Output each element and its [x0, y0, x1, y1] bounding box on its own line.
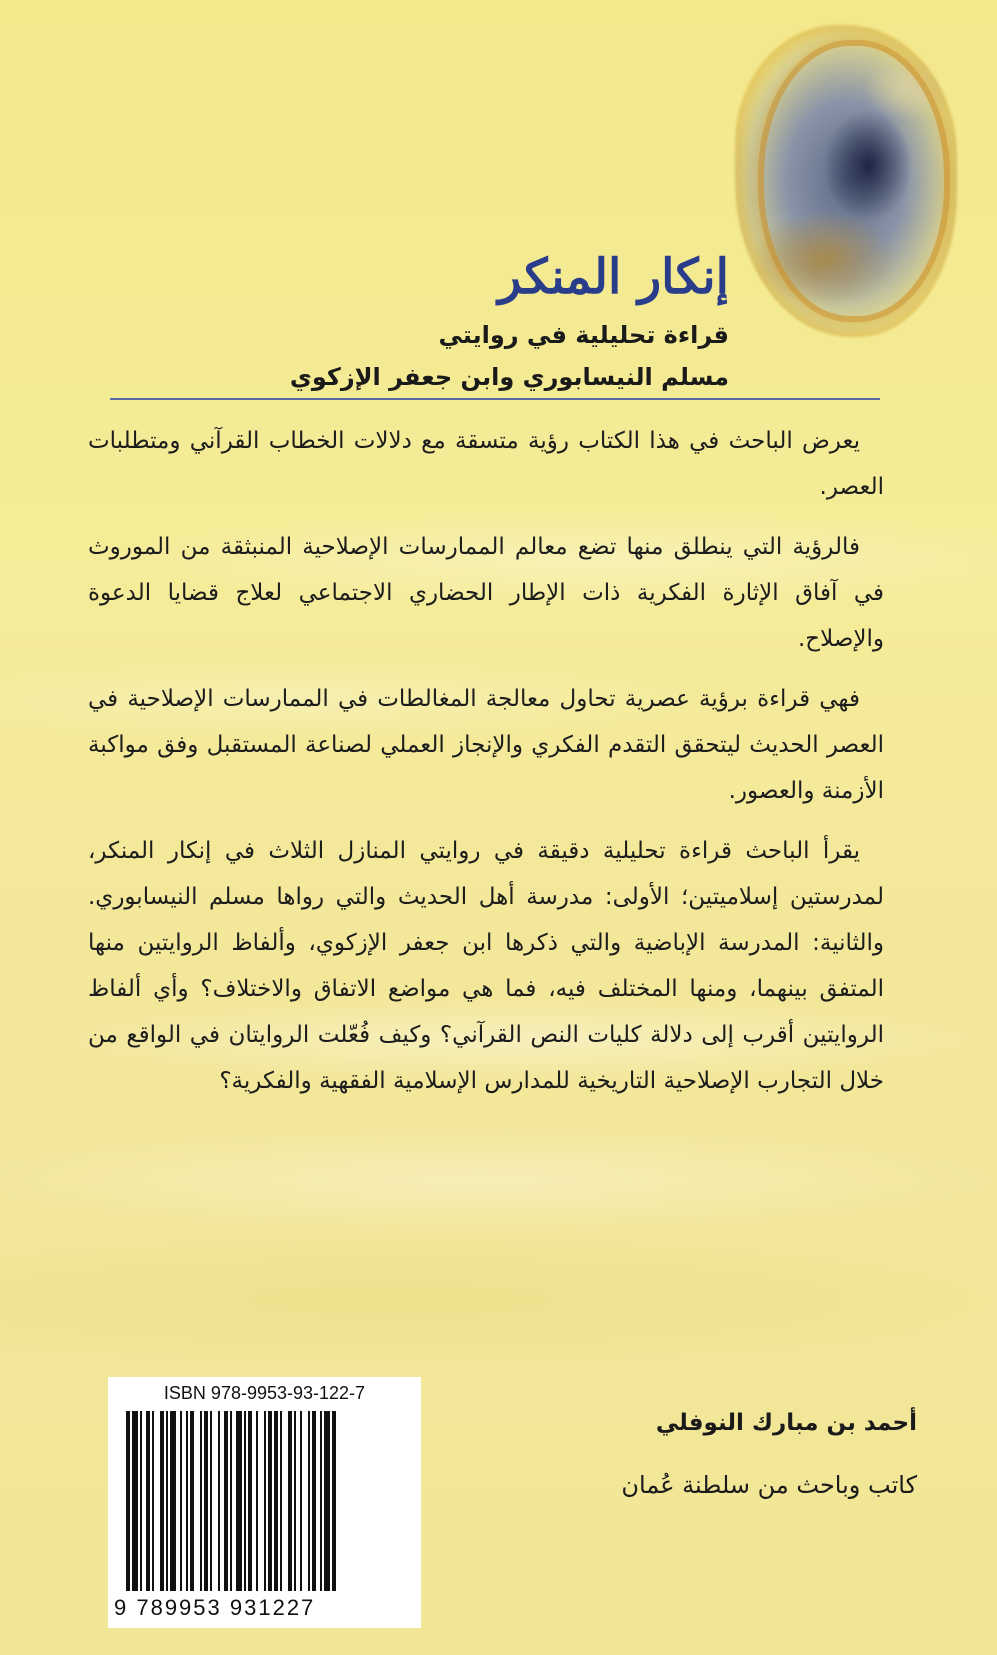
barcode-bar	[320, 1411, 322, 1591]
isbn-barcode	[108, 1377, 421, 1628]
blurb-paragraph: يقرأ الباحث قراءة تحليلية دقيقة في روايتي المنازل الثلاث في إنكار المنكر، لمدرستين إسلاميتين؛ الأولى: مدرسة أهل الحديث والتي رواها مسلم النيسابوري. والثانية: المدرسة الإباضية والتي ذكرها ابن جعفر الإزكوي، وألفاظ الروايتين منها المتفق بينهما، ومنها المختلف فيه، فما هي مواضع الاتفاق والاختلاف؟ وأي ألفاظ الروايتين أقرب إلى دلالة كليات النص القرآني؟ وكيف فُعّلت الروايتان في الواقع من خلال التجارب الإصلاحية التاريخية للمدارس الإسلامية الفقهية والفكرية؟	[88, 838, 884, 1094]
barcode-bar	[190, 1411, 194, 1591]
barcode-bars	[126, 1411, 406, 1601]
barcode-bar	[288, 1411, 292, 1591]
barcode-bar	[140, 1411, 142, 1591]
barcode-bar	[230, 1411, 232, 1591]
barcode-bar	[152, 1411, 154, 1591]
author-block	[621, 1403, 917, 1505]
book-subtitle: قراءة تحليلية في روايتي	[438, 321, 729, 349]
barcode-bar	[204, 1411, 208, 1591]
barcode-bar	[332, 1411, 336, 1591]
barcode-bar	[126, 1411, 130, 1591]
barcode-bar	[218, 1411, 220, 1591]
barcode-bar	[274, 1411, 278, 1591]
barcode-bar	[324, 1411, 330, 1591]
barcode-bar	[280, 1411, 282, 1591]
barcode-bar	[256, 1411, 258, 1591]
barcode-bar	[300, 1411, 302, 1591]
barcode-bar	[264, 1411, 266, 1591]
barcode-bar	[186, 1411, 188, 1591]
divider-line	[110, 398, 880, 400]
barcode-digits: 9 789953 931227	[114, 1595, 316, 1620]
barcode-bar	[312, 1411, 316, 1591]
blurb-paragraph: فهي قراءة برؤية عصرية تحاول معالجة المغالطات في الممارسات الإصلاحية في العصر الحديث ليتحقق التقدم الفكري والإنجاز العملي لصناعة المستقبل وفق مواكبة الأزمنة والعصور.	[88, 686, 884, 804]
barcode-bar	[146, 1411, 150, 1591]
painting-frame	[758, 40, 950, 322]
author-description: كاتب وباحث من سلطنة عُمان	[621, 1471, 917, 1499]
blurb-paragraph: يعرض الباحث في هذا الكتاب رؤية متسقة مع دلالات الخطاب القرآني ومتطلبات العصر.	[88, 428, 884, 500]
title-block	[290, 245, 729, 397]
blurb-text	[88, 418, 884, 1118]
barcode-bar	[236, 1411, 242, 1591]
barcode-bar	[294, 1411, 296, 1591]
book-subtitle-authors: مسلم النيسابوري وابن جعفر الإزكوي	[289, 363, 729, 391]
barcode-bar	[224, 1411, 228, 1591]
barcode-bar	[308, 1411, 310, 1591]
barcode-bar	[166, 1411, 168, 1591]
barcode-bar	[160, 1411, 164, 1591]
barcode-bar	[248, 1411, 252, 1591]
barcode-bar	[210, 1411, 212, 1591]
barcode-bar	[200, 1411, 202, 1591]
barcode-bar	[132, 1411, 138, 1591]
blurb-paragraph: فالرؤية التي ينطلق منها تضع معالم الممارسات الإصلاحية المنبثقة من الموروث في آفاق الإثارة الفكرية ذات الإطار الحضاري الاجتماعي لعلاج قضايا الدعوة والإصلاح.	[88, 534, 884, 652]
barcode-bar	[268, 1411, 272, 1591]
isbn-label: ISBN 978-9953-93-122-7	[163, 1383, 366, 1403]
barcode-bar	[244, 1411, 246, 1591]
barcode-bar	[180, 1411, 182, 1591]
book-title: إنكار المنكر	[498, 249, 729, 305]
barcode-bar	[170, 1411, 176, 1591]
author-name: أحمد بن مبارك النوفلي	[655, 1410, 917, 1436]
